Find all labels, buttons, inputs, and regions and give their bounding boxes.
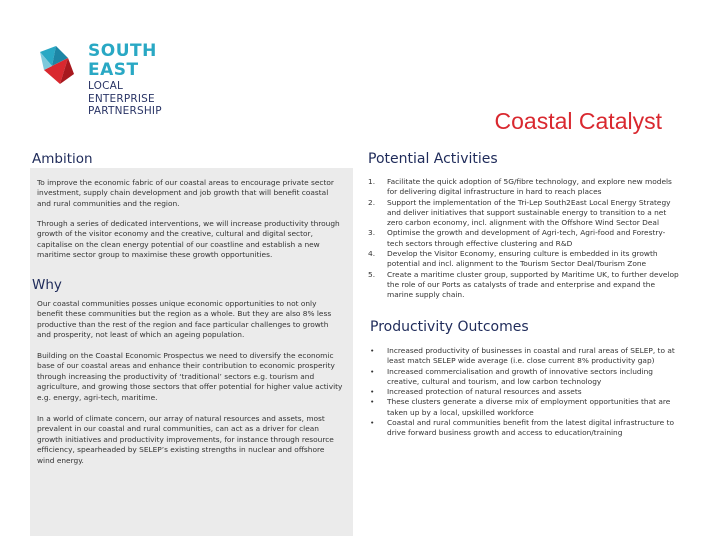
activity-text: Optimise the growth and development of Agri-tech, Agri-food and Forestry-tech sectors through effective clustering and R&D [387,228,666,248]
logo-line-3: PARTNERSHIP [88,105,162,117]
selep-logo [38,41,188,117]
activity-number: 5. [368,269,376,279]
activity-item [368,177,680,198]
activity-item [368,270,680,301]
why-heading: Why [32,277,62,293]
bullet-icon: • [370,346,375,355]
outcome-text: Increased protection of natural resources and assets [387,387,582,397]
activity-text: Facilitate the quick adoption of 5G/fibre technology, and explore new models for delivering digital infrastructure in hard to reach places [387,177,672,197]
logo-text [88,42,188,118]
outcome-text: These clusters generate a diverse mix of employment opportunities that are taken up by a local, upskilled workforce [387,397,671,417]
ambition-heading: Ambition [32,151,93,167]
outcome-text: Coastal and rural communities benefit from the latest digital infrastructure to drive forward business growth and access to education/training [387,418,674,438]
outcome-text: Increased commercialisation and growth of innovative sectors including creative, cultural and tourism, and low carbon technology [387,366,653,386]
outcome-item [368,397,680,418]
outcome-text: Increased productivity of businesses in coastal and rural areas of SELEP, to at least match SELEP wide average (i.e. close current 8% productivity gap) [387,346,675,366]
why-paragraph-2: Building on the Coastal Economic Prospectus we need to diversify the economic base of our coastal areas and enhance their contribution to economic prosperity through increasing the productivity of ‘traditional’ sectors e.g. tourism and agriculture, and growing those sectors that offer potential for higher value activity e.g. energy, agri-tech, maritime. [37,351,343,402]
activity-number: 3. [368,228,376,238]
why-paragraph-1: Our coastal communities posses unique economic opportunities to not only benefit these communities but the region as a whole. But they are also 8% less productive than the rest of the region and face particular challenges to growth and prosperity, not least of which an ageing population. [37,299,332,340]
outcomes-heading: Productivity Outcomes [370,319,529,335]
activities-list [368,177,680,301]
activity-text: Create a maritime cluster group, supported by Maritime UK, to further develop the role of our Ports as catalysts of trade and enterprise and expand the marine supply chain. [387,269,679,300]
activity-number: 4. [368,249,376,259]
activity-item [368,198,680,229]
outcome-item [368,367,680,388]
logo-line-1: SOUTH EAST [88,41,157,80]
outcome-item [368,418,680,439]
outcome-item [368,387,680,397]
activities-heading: Potential Activities [368,151,498,167]
activity-text: Develop the Visitor Economy, ensuring culture is embedded in its growth potential and incl. alignment to the Tourism Sector Deal/Tourism Zone [387,249,658,269]
logo-line-2: LOCAL ENTERPRISE [88,80,155,105]
outcomes-list [368,346,680,439]
page-title: Coastal Catalyst [494,108,662,134]
bullet-icon: • [370,366,375,376]
why-paragraph-3: In a world of climate concern, our array of natural resources and assets, most prevalent in our coastal and rural communities, can act as a driver for clean growth initiatives and productivity improvements, for instance through resource efficiency, spearheaded by SELEP’s existing strengths in nuclear and offshore wind energy. [37,414,334,465]
ambition-paragraph-1: To improve the economic fabric of our coastal areas to encourage private sector investment, supply chain development and job growth that will benefit coastal and rural communities and the region. [37,178,334,208]
activity-item [368,249,680,270]
activity-item [368,228,680,249]
activity-number: 2. [368,197,376,207]
ambition-paragraph-2: Through a series of dedicated interventions, we will increase productivity through growth of the visitor economy and the creative, cultural and digital sector, capitalise on the clean energy potential of our coastline and establish a new maritime sector group to maximise these growth opportunities. [37,219,340,260]
bullet-icon: • [370,397,375,407]
bullet-icon: • [370,387,375,397]
bullet-icon: • [370,418,375,428]
activity-number: 1. [368,177,376,186]
outcome-item [368,346,680,367]
activity-text: Support the implementation of the Tri-Lep South2East Local Energy Strategy and deliver initiatives that support sustainable energy to transition to a net zero carbon economy, incl. alignment with the Offshore Wind Sector Deal [387,197,671,228]
selep-logo-mark [38,44,76,90]
